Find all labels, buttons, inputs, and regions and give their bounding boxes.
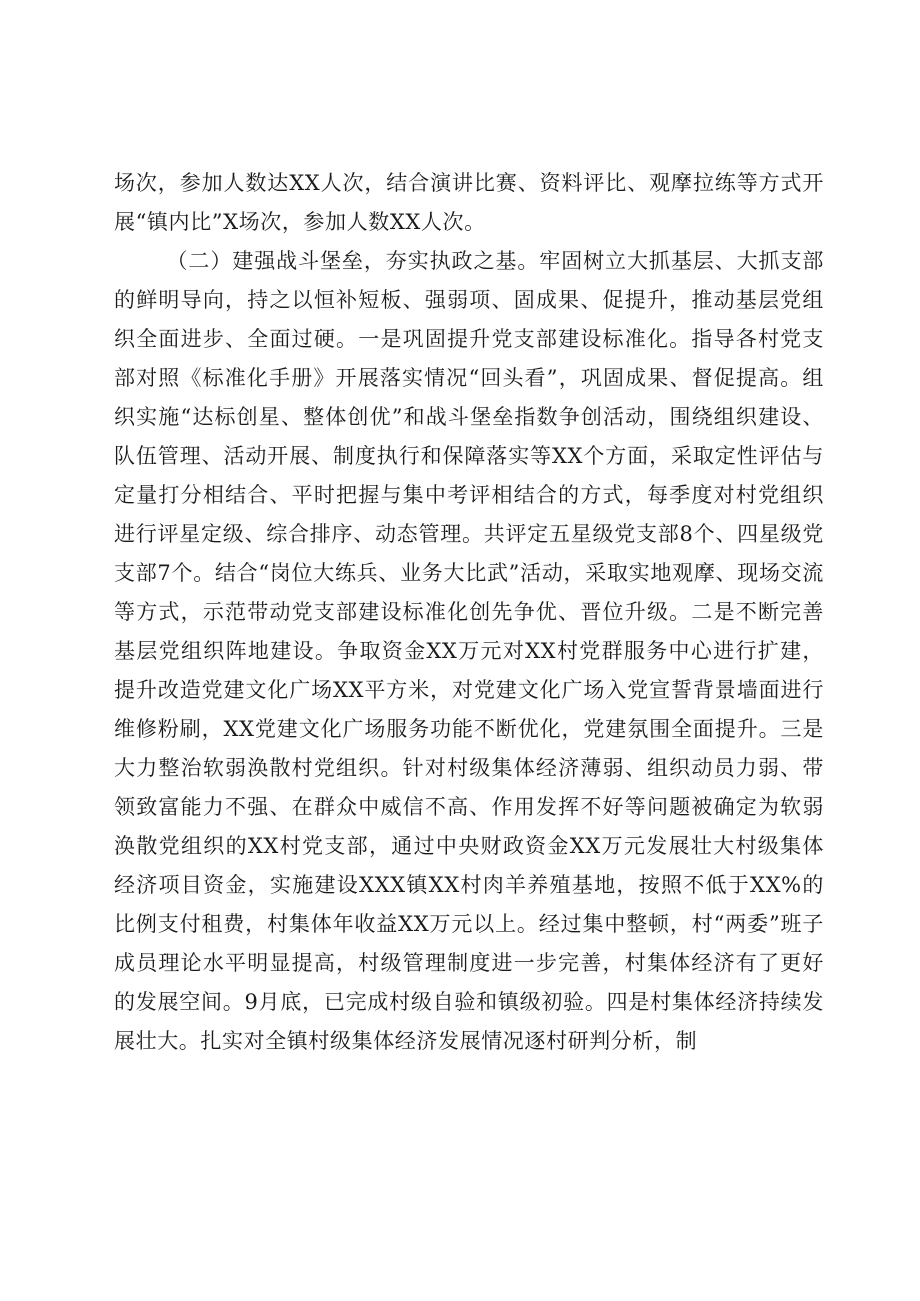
document-body bbox=[114, 164, 824, 1061]
paragraph-continuation: 场次，参加人数达XX人次，结合演讲比赛、资料评比、观摩拉练等方式开展“镇内比”X场次，参加人数XX人次。 bbox=[114, 171, 824, 234]
paragraph-section-two: （二）建强战斗堡垒，夯实执政之基。牢固树立大抓基层、大抓支部的鲜明导向，持之以恒补短板、强弱项、固成果、促提升，推动基层党组织全面进步、全面过硬。一是巩固提升党支部建设标准化。指导各村党支部对照《标准化手册》开展落实情况“回头看”，巩固成果、督促提高。组织实施“达标创星、整体创优”和战斗堡垒指数争创活动，围绕组织建设、队伍管理、活动开展、制度执行和保障落实等XX个方面，采取定性评估与定量打分相结合、平时把握与集中考评相结合的方式，每季度对村党组织进行评星定级、综合排序、动态管理。共评定五星级党支部8个、四星级党支部7个。结合“岗位大练兵、业务大比武”活动，采取实地观摩、现场交流等方式，示范带动党支部建设标准化创先争优、晋位升级。二是不断完善基层党组织阵地建设。争取资金XX万元对XX村党群服务中心进行扩建，提升改造党建文化广场XX平方米，对党建文化广场入党宣誓背景墙面进行维修粉刷，XX党建文化广场服务功能不断优化，党建氛围全面提升。三是大力整治软弱涣散村党组织。针对村级集体经济薄弱、组织动员力弱、带领致富能力不强、在群众中威信不高、作用发挥不好等问题被确定为软弱涣散党组织的XX村党支部，通过中央财政资金XX万元发展壮大村级集体经济项目资金，实施建设XXX镇XX村肉羊养殖基地，按照不低于XX%的比例支付租费，村集体年收益XX万元以上。经过集中整顿，村“两委”班子成员理论水平明显提高，村级管理制度进一步完善，村集体经济有了更好的发展空间。9月底，已完成村级自验和镇级初验。四是村集体经济持续发展壮大。扎实对全镇村级集体经济发展情况逐村研判分析，制 bbox=[114, 249, 824, 1053]
